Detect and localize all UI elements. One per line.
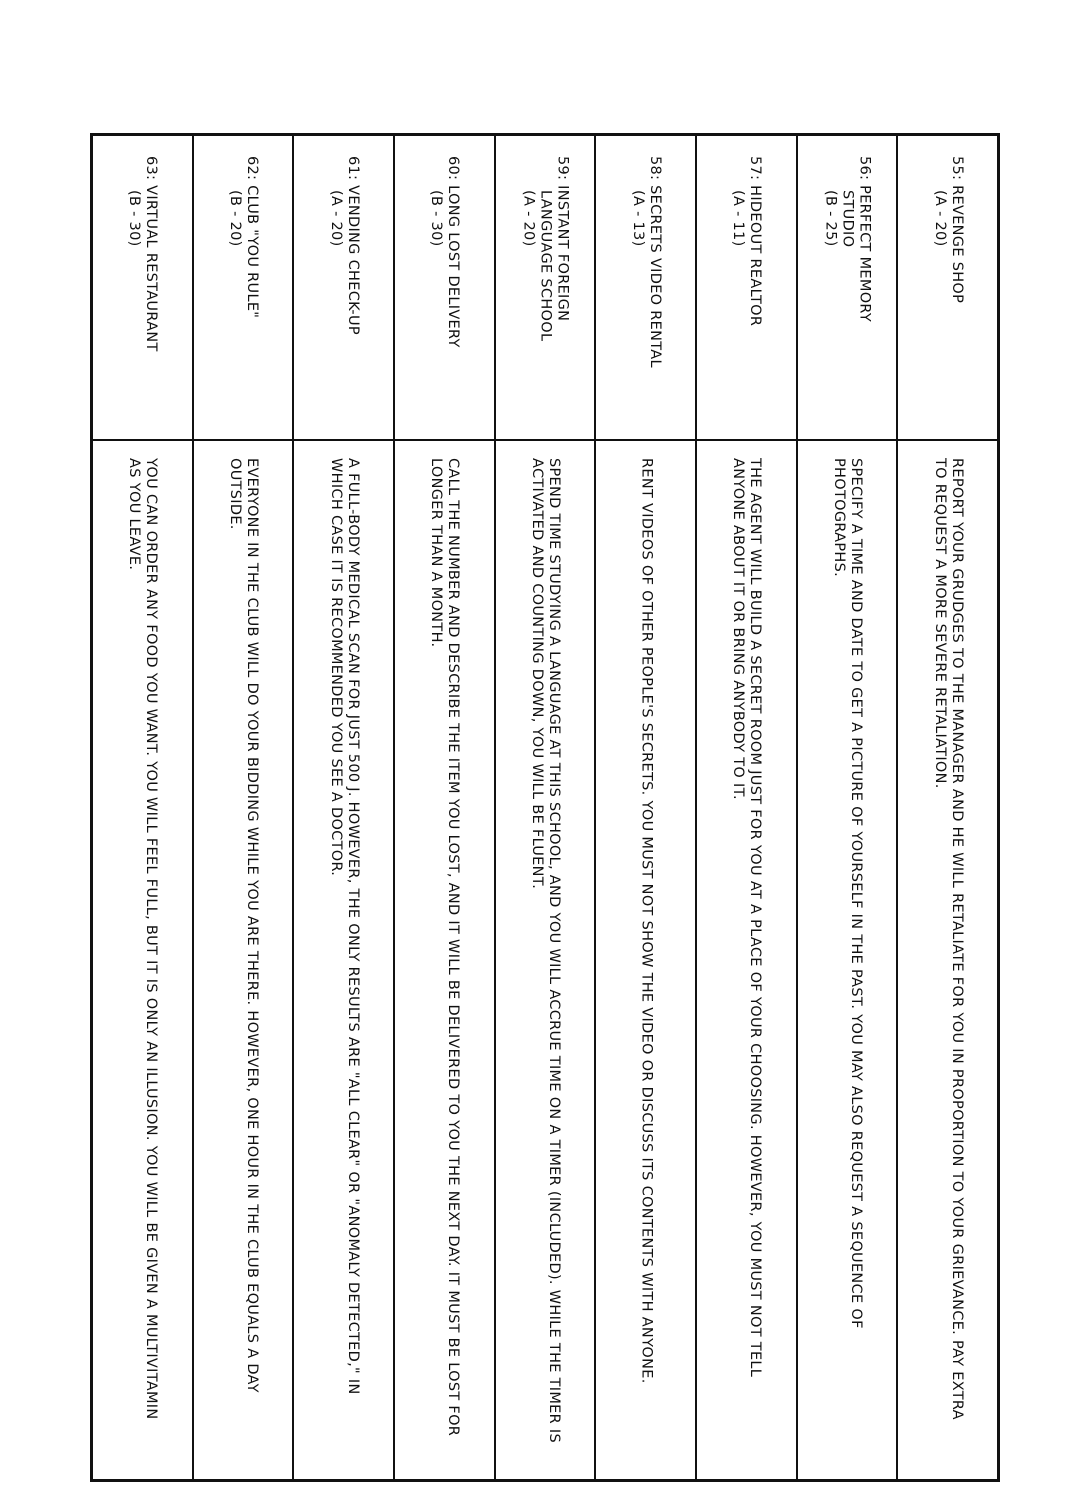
shop-name-cell	[427, 156, 461, 438]
shop-description: SPECIFY A TIME AND DATE TO GET A PICTURE OF YOURSELF IN THE PAST. YOU MAY ALSO REQUEST A SEQUENCE OF PHOTOGRAPHS.	[830, 458, 864, 1329]
shop-name: 60: LONG LOST DELIVERY	[445, 156, 462, 348]
cell-divider	[395, 439, 494, 441]
shop-name-cell	[629, 156, 663, 438]
shop-description: RENT VIDEOS OF OTHER PEOPLE'S SECRETS. YOU MUST NOT SHOW THE VIDEO OR DISCUSS ITS CONTENTS WITH ANYONE.	[638, 458, 655, 1384]
shop-code: (B - 20)	[226, 190, 243, 247]
table-row	[494, 136, 595, 1479]
shop-name-cell	[729, 156, 763, 438]
shop-list-table	[90, 133, 1000, 1482]
table-row	[192, 136, 293, 1479]
shop-description: A FULL-BODY MEDICAL SCAN FOR JUST 500 J. HOWEVER, THE ONLY RESULTS ARE "ALL CLEAR" OR "ANOMALY DETECTED," IN WHICH CASE IT IS RECOMMENDED YOU SEE A DOCTOR.	[327, 458, 361, 1395]
shop-description: SPEND TIME STUDYING A LANGUAGE AT THIS SCHOOL, AND YOU WILL ACCRUE TIME ON A TIMER (INCLUDED). WHILE THE TIMER IS ACTIVATED AND COUNTING DOWN, YOU WILL BE FLUENT.	[528, 458, 562, 1444]
table-row	[796, 136, 897, 1479]
shop-description: REPORT YOUR GRUDGES TO THE MANAGER AND HE WILL RETALIATE FOR YOU IN PROPORTION TO YOUR GRIEVANCE. PAY EXTRA TO REQUEST A MORE SEVERE RETALIATION.	[931, 458, 965, 1420]
cell-divider	[294, 439, 393, 441]
shop-name: 58: SECRETS VIDEO RENTAL	[646, 156, 663, 368]
shop-name: 57: HIDEOUT REALTOR	[747, 156, 764, 327]
shop-name: 62: CLUB "YOU RULE"	[243, 156, 260, 319]
cell-divider	[93, 439, 192, 441]
table-row	[93, 136, 192, 1479]
shop-name: 61: VENDING CHECK-UP	[344, 156, 361, 335]
shop-description: CALL THE NUMBER AND DESCRIBE THE ITEM YOU LOST, AND IT WILL BE DELIVERED TO YOU THE NEXT DAY. IT MUST BE LOST FOR LONGER THAN A MONTH.	[428, 458, 462, 1437]
table-row	[695, 136, 796, 1479]
cell-divider	[697, 439, 796, 441]
shop-description: YOU CAN ORDER ANY FOOD YOU WANT. YOU WILL FEEL FULL, BUT IT IS ONLY AN ILLUSION. YOU WILL BE GIVEN A MULTIVITAMIN AS YOU LEAVE.	[126, 458, 160, 1420]
cell-divider	[194, 439, 293, 441]
shop-code: (A - 20)	[327, 190, 344, 247]
shop-name: 56: PERFECT MEMORY	[856, 156, 873, 323]
shop-description: EVERYONE IN THE CLUB WILL DO YOUR BIDDING WHILE YOU ARE THERE. HOWEVER, ONE HOUR IN THE CLUB EQUALS A DAY OUTSIDE.	[226, 458, 260, 1393]
shop-code: (B - 25)	[822, 190, 839, 247]
table-row	[393, 136, 494, 1479]
cell-divider	[596, 439, 695, 441]
shop-code: (B - 30)	[126, 190, 143, 247]
shop-name: 59: INSTANT FOREIGN	[554, 156, 571, 322]
shop-name-continued: STUDIO	[839, 190, 856, 248]
shop-code: (A - 11)	[730, 190, 747, 247]
table-row	[594, 136, 695, 1479]
shop-code: (A - 20)	[520, 190, 537, 247]
cell-divider	[496, 439, 595, 441]
shop-name: 55: REVENGE SHOP	[948, 156, 965, 304]
table-row	[292, 136, 393, 1479]
cell-divider	[898, 439, 997, 441]
table-row	[896, 136, 997, 1479]
shop-code: (A - 13)	[629, 190, 646, 247]
shop-name-cell	[226, 156, 260, 438]
shop-name-cell	[125, 156, 159, 438]
shop-name-cell	[931, 156, 965, 438]
shop-name-cell	[327, 156, 361, 438]
shop-name-cell	[821, 156, 872, 438]
shop-name: 63: VIRTUAL RESTAURANT	[143, 156, 160, 352]
cell-divider	[798, 439, 897, 441]
shop-name-continued: LANGUAGE SCHOOL	[537, 190, 554, 342]
shop-code: (A - 20)	[931, 190, 948, 247]
shop-name-cell	[519, 156, 570, 438]
shop-code: (B - 30)	[428, 190, 445, 247]
shop-description: THE AGENT WILL BUILD A SECRET ROOM JUST FOR YOU AT A PLACE OF YOUR CHOOSING. HOWEVER, YOU MUST NOT TELL ANYONE ABOUT IT OR BRING ANYBODY TO IT.	[730, 458, 764, 1378]
